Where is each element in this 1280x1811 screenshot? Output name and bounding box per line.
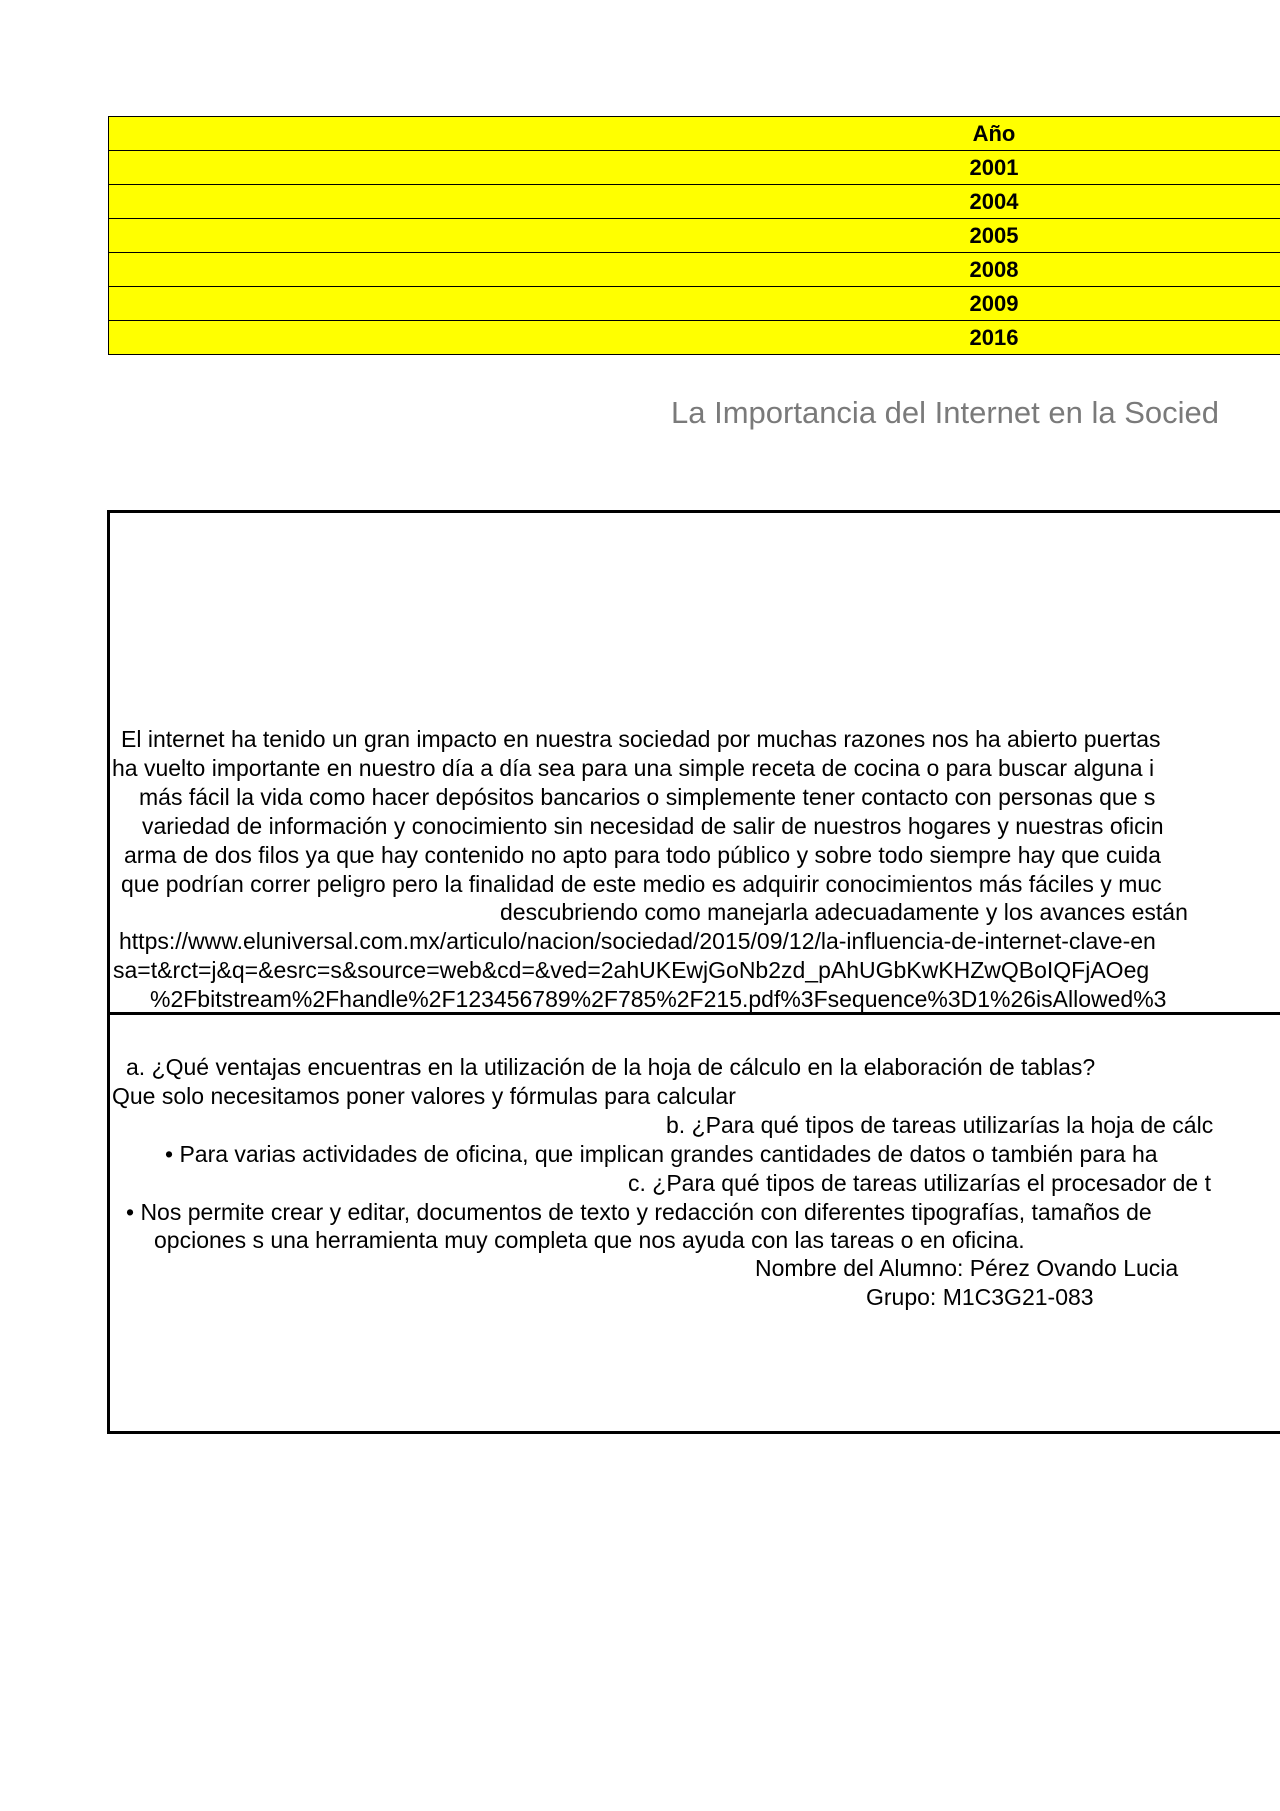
year-cell: 2009 — [969, 291, 1019, 316]
table-row[interactable] — [109, 151, 1280, 185]
essay-line: ha vuelto importante en nuestro día a día sea para una simple receta de cocina o para buscar alguna i — [112, 755, 1155, 781]
essay-line: más fácil la vida como hacer depósitos bancarios o simplemente tener contacto con personas que s — [139, 784, 1156, 810]
answer-c: • Nos permite crear y editar, documentos de texto y redacción con diferentes tipografías, tamaños de — [126, 1199, 1152, 1225]
question-b: b. ¿Para qué tipos de tareas utilizarías la hoja de cálc — [666, 1112, 1214, 1138]
student-group: Grupo: M1C3G21-083 — [866, 1284, 1094, 1310]
table-row[interactable] — [109, 185, 1280, 219]
essay-line: que podrían correr peligro pero la finalidad de este medio es adquirir conocimientos más fáciles y muc — [121, 871, 1162, 897]
essay-line: El internet ha tenido un gran impacto en nuestra sociedad por muchas razones nos ha abierto puertas — [121, 726, 1161, 752]
answer-b: • Para varias actividades de oficina, que implican grandes cantidades de datos o también para ha — [165, 1141, 1158, 1167]
source-link[interactable]: sa=t&rct=j&q=&esrc=s&source=web&cd=&ved=2ahUKEwjGoNb2zd_pAhUGbKwKHZwQBoIQFjAOeg — [113, 957, 1150, 983]
source-link[interactable]: %2Fbitstream%2Fhandle%2F123456789%2F785%2F215.pdf%3Fsequence%3D1%26isAllowed%3 — [150, 986, 1167, 1012]
document-title: La Importancia del Internet en la Socied — [671, 395, 1220, 430]
essay-line: variedad de información y conocimiento sin necesidad de salir de nuestros hogares y nuestras oficin — [142, 813, 1164, 839]
table-row[interactable] — [109, 253, 1280, 287]
table-row[interactable] — [109, 219, 1280, 253]
year-cell: 2001 — [969, 155, 1019, 180]
essay-line: arma de dos filos ya que hay contenido no apto para todo público y sobre todo siempre hay que cuida — [124, 842, 1161, 868]
table-header-row[interactable] — [109, 117, 1280, 151]
header-cell-year: Año — [972, 121, 1016, 146]
year-cell: 2005 — [969, 223, 1019, 248]
year-table — [108, 116, 1280, 355]
section-divider — [108, 1012, 1280, 1015]
essay-line: descubriendo como manejarla adecuadamente y los avances están — [500, 899, 1188, 925]
table-row[interactable] — [109, 321, 1280, 355]
student-name: Nombre del Alumno: Pérez Ovando Lucia — [755, 1255, 1179, 1281]
answer-c-continued: opciones s una herramienta muy completa que nos ayuda con las tareas o en oficina. — [154, 1227, 1025, 1253]
question-c: c. ¿Para qué tipos de tareas utilizarías el procesador de t — [628, 1170, 1211, 1196]
year-cell: 2004 — [969, 189, 1019, 214]
year-cell: 2016 — [969, 325, 1019, 350]
question-a: a. ¿Qué ventajas encuentras en la utilización de la hoja de cálculo en la elaboración de tablas? — [126, 1054, 1096, 1080]
answer-a: Que solo necesitamos poner valores y fórmulas para calcular — [112, 1083, 736, 1109]
source-link[interactable]: https://www.eluniversal.com.mx/articulo/nacion/sociedad/2015/09/12/la-influencia-de-internet-clave-en — [119, 928, 1156, 954]
year-cell: 2008 — [969, 257, 1019, 282]
table-row[interactable] — [109, 287, 1280, 321]
